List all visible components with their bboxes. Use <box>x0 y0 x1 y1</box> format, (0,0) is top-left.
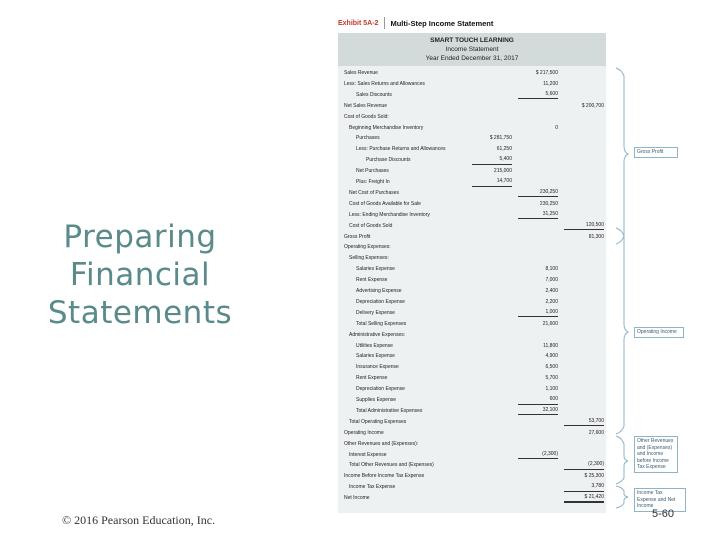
row-amount-c2: 4,900 <box>545 353 558 360</box>
row-label: Income Before Income Tax Expense <box>344 473 425 480</box>
title-line-3: Statements <box>47 295 233 331</box>
statement-row <box>338 330 606 340</box>
statement-row <box>338 341 606 351</box>
row-label: Insurance Expense <box>356 364 399 371</box>
row-amount-c2: $ 217,500 <box>535 70 558 76</box>
row-label: Less: Purchase Returns and Allowances <box>356 146 446 153</box>
statement-row <box>338 406 606 416</box>
row-amount-c2: 31,250 <box>518 210 558 220</box>
row-label: Salaries Expense <box>356 266 395 273</box>
row-amount-c1: 5,400 <box>472 155 512 165</box>
statement-row <box>338 210 606 220</box>
row-amount-c3: $ 25,300 <box>584 473 604 480</box>
statement-row <box>338 275 606 285</box>
statement-row <box>338 101 606 111</box>
title-line-1: Preparing <box>63 219 217 255</box>
company-name: SMART TOUCH LEARNING <box>430 37 514 44</box>
row-label: Less: Sales Returns and Allowances <box>344 80 425 87</box>
row-amount-c2: 11,200 <box>543 80 558 87</box>
statement-row <box>338 232 606 242</box>
operating-income-callout <box>634 327 684 338</box>
row-label: Purchase Discounts <box>366 157 411 164</box>
income-statement <box>338 33 606 513</box>
row-label: Interest Expense <box>349 451 387 458</box>
exhibit-title: Multi-Step Income Statement <box>390 18 494 28</box>
statement-row <box>338 188 606 198</box>
row-amount-c2: 230,250 <box>518 188 558 198</box>
operating-income-callout-text: Operating Income <box>637 329 677 335</box>
statement-row <box>338 253 606 263</box>
row-amount-c3: 53,700 <box>564 417 604 427</box>
row-label: Gross Profit <box>344 233 371 240</box>
operating-income-bracket <box>614 226 630 436</box>
statement-row <box>338 319 606 329</box>
row-label: Purchases <box>356 135 380 142</box>
row-amount-c2: 11,800 <box>543 342 558 349</box>
row-label: Cost of Goods Sold: <box>344 113 389 120</box>
row-amount-c3: $ 21,420 <box>564 493 604 503</box>
row-label: Administrative Expenses: <box>349 331 406 338</box>
row-amount-c2: 2,200 <box>545 298 558 305</box>
statement-row <box>338 123 606 133</box>
statement-header <box>338 33 606 66</box>
row-label: Depreciation Expense <box>356 298 405 305</box>
row-label: Rent Expense <box>356 375 388 382</box>
row-label: Advertising Expense <box>356 288 402 294</box>
row-label: Cost of Goods Available for Sale <box>349 200 421 207</box>
row-label: Total Other Revenues and (Expenses) <box>349 462 434 469</box>
row-label: Operating Income <box>344 429 384 436</box>
other-bracket <box>614 434 630 486</box>
statement-row <box>338 68 606 78</box>
row-label: Income Tax Expense <box>349 484 396 491</box>
row-label: Depreciation Expense <box>356 386 405 393</box>
row-label: Net Income <box>344 495 370 502</box>
row-label: Salaries Expense <box>356 353 395 360</box>
statement-row <box>338 90 606 100</box>
gross-profit-callout <box>634 147 678 158</box>
row-amount-c2: (2,300) <box>518 450 558 460</box>
statement-row <box>338 471 606 481</box>
exhibit-label: Exhibit 5A-2 <box>338 19 379 27</box>
net-income-callout-text: Income Tax Expense and Net Income <box>637 490 676 509</box>
row-label: Other Revenues and (Expenses): <box>344 440 419 447</box>
slide-title <box>40 218 240 332</box>
row-label: Beginning Merchandise Inventory <box>349 124 424 131</box>
row-amount-c2: 1,100 <box>545 386 558 393</box>
row-amount-c2: 5,600 <box>518 90 558 100</box>
row-amount-c2: 32,100 <box>518 406 558 416</box>
statement-row <box>338 428 606 438</box>
statement-row <box>338 450 606 460</box>
row-amount-c3: 81,300 <box>588 233 604 240</box>
row-label: Rent Expense <box>356 277 388 284</box>
statement-row <box>338 460 606 470</box>
net-income-bracket <box>614 484 630 510</box>
statement-row <box>338 242 606 252</box>
row-amount-c3: (2,300) <box>564 460 604 470</box>
row-amount-c1: $ 281,750 <box>489 135 512 142</box>
statement-row <box>338 493 606 503</box>
row-amount-c2: 5,700 <box>545 375 558 382</box>
statement-row <box>338 351 606 361</box>
row-amount-c1: 215,000 <box>493 168 512 175</box>
row-label: Plus: Freight In <box>356 179 390 185</box>
statement-row <box>338 221 606 231</box>
row-amount-c1: 61,250 <box>496 146 512 153</box>
row-label: Selling Expenses: <box>349 255 389 262</box>
gross-profit-callout-text: Gross Profit <box>637 149 664 155</box>
row-amount-c3: 120,500 <box>564 221 604 231</box>
row-label: Sales Discounts <box>356 91 392 98</box>
row-label: Operating Expenses: <box>344 244 391 251</box>
statement-row <box>338 308 606 318</box>
row-amount-c2: 230,250 <box>539 200 558 207</box>
row-amount-c3: 3,780 <box>564 482 604 492</box>
statement-row <box>338 166 606 176</box>
statement-row <box>338 482 606 492</box>
row-label: Net Cost of Purchases <box>349 189 400 196</box>
row-amount-c2: 6,500 <box>545 364 558 371</box>
statement-row <box>338 79 606 89</box>
row-amount-c2: 8,100 <box>545 266 558 273</box>
statement-name: Income Statement <box>445 46 499 53</box>
row-label: Total Operating Expenses <box>349 418 407 425</box>
row-amount-c3: 27,600 <box>588 429 604 436</box>
statement-row <box>338 362 606 372</box>
row-label: Total Selling Expenses <box>356 320 407 327</box>
row-label: Less: Ending Merchandise Inventory <box>349 211 430 218</box>
row-label: Net Sales Revenue <box>344 102 388 109</box>
statement-row <box>338 297 606 307</box>
statement-row <box>338 286 606 296</box>
row-amount-c2: 600 <box>518 395 558 405</box>
row-amount-c2: 7,000 <box>545 277 558 284</box>
statement-row <box>338 177 606 187</box>
gross-profit-bracket <box>614 66 630 246</box>
row-label: Net Purchases <box>356 168 389 175</box>
statement-row <box>338 199 606 209</box>
statement-row <box>338 155 606 165</box>
row-amount-c2: 0 <box>555 124 558 131</box>
row-amount-c2: 21,600 <box>542 320 558 327</box>
exhibit-header <box>334 15 606 31</box>
statement-row <box>338 439 606 449</box>
row-amount-c2: 2,400 <box>545 288 558 294</box>
row-label: Delivery Expense <box>356 309 395 316</box>
statement-period: Year Ended December 31, 2017 <box>425 55 519 62</box>
statement-row <box>338 384 606 394</box>
row-amount-c1: 14,700 <box>472 177 512 187</box>
other-revenues-callout <box>634 436 678 473</box>
row-label: Cost of Goods Sold <box>349 222 393 229</box>
row-label: Sales Revenue <box>344 70 378 76</box>
statement-row <box>338 264 606 274</box>
statement-row <box>338 144 606 154</box>
statement-row <box>338 133 606 143</box>
row-label: Total Administrative Expenses <box>356 407 423 414</box>
statement-row <box>338 112 606 122</box>
page-number: 5-60 <box>652 508 675 520</box>
row-amount-c2: 1,000 <box>518 308 558 318</box>
statement-row <box>338 373 606 383</box>
title-line-2: Financial <box>69 257 211 293</box>
statement-row <box>338 417 606 427</box>
other-revenues-callout-text: Other Revenues and (Expenses) and Income before Income Tax Expense <box>637 438 674 470</box>
row-label: Supplies Expense <box>356 397 397 403</box>
copyright: © 2016 Pearson Education, Inc. <box>62 513 216 527</box>
statement-row <box>338 395 606 405</box>
row-label: Utilities Expense <box>356 342 393 349</box>
row-amount-c3: $ 200,700 <box>581 102 604 109</box>
